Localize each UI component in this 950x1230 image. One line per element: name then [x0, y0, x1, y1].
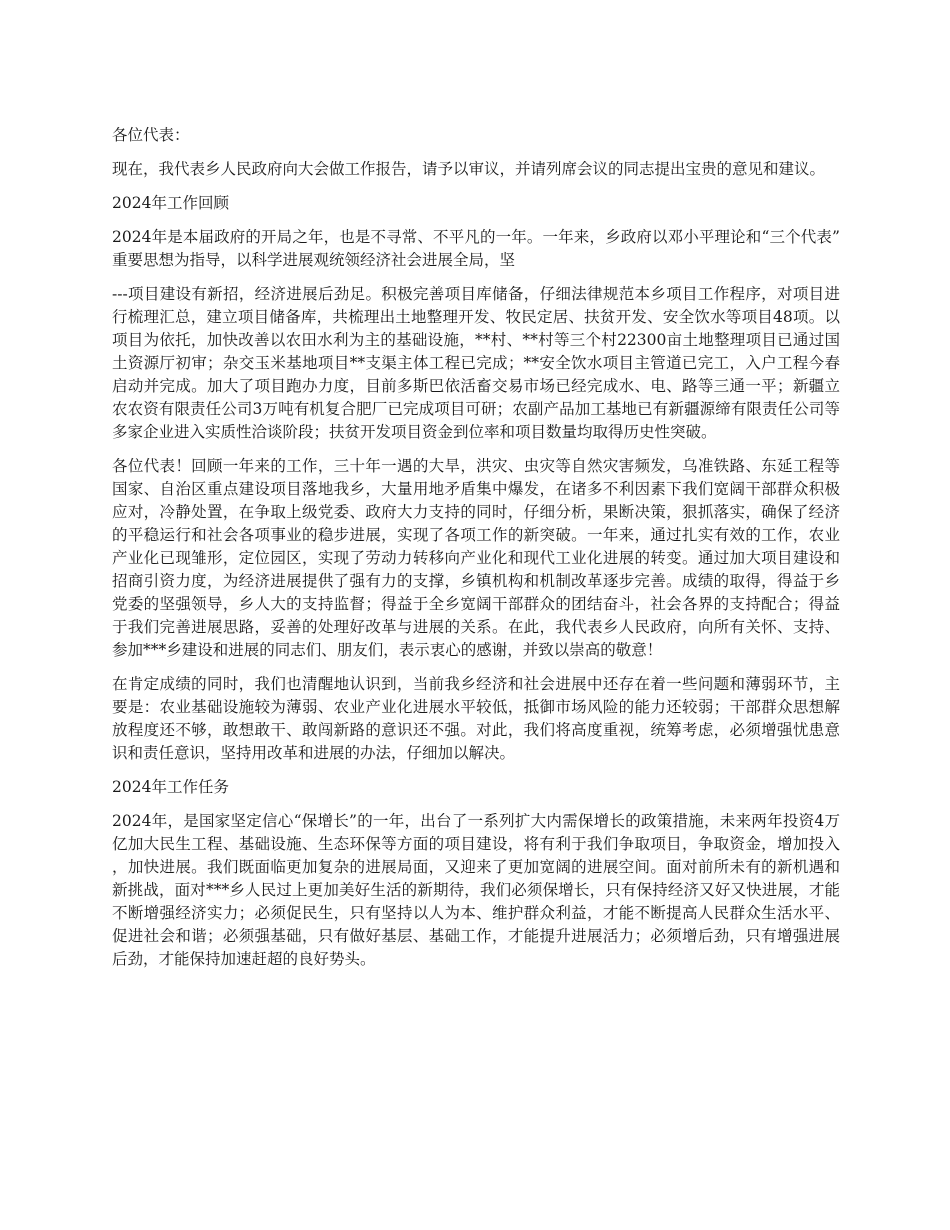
document-page: [112, 124, 840, 982]
section-heading-review: 2024年工作回顾: [112, 194, 229, 212]
project-construction-paragraph: ---项目建设有新招，经济进展后劲足。积极完善项目库储备，仔细法律规范本乡项目工作程序，对项目进行梳理汇总，建立项目储备库，共梳理出土地整理开发、牧民定居、扶贫开发、安全饮水等项目48项。以项目为依托，加快改善以农田水利为主的基础设施，**村、**村等三个村22300亩土地整理项目已通过国土资源厅初审；杂交玉米基地项目**支渠主体工程已完成；**安全饮水项目主管道已完工，入户工程今春启动并完成。加大了项目跑办力度，目前多斯巴依活畜交易市场已经完成水、电、路等三通一平；新疆立农农资有限责任公司3万吨有机复合肥厂已完成项目可研；农副产品加工基地已有新疆源缔有限责任公司等多家企业进入实质性洽谈阶段；扶贫开发项目资金到位率和项目数量均取得历史性突破。: [112, 285, 840, 441]
salutation: 各位代表：: [112, 126, 190, 144]
review-overview-paragraph: 2024年是本届政府的开局之年，也是不寻常、不平凡的一年。一年来，乡政府以邓小平理论和“三个代表”重要思想为指导，以科学进展观统领经济社会进展全局，坚: [112, 228, 840, 269]
intro-paragraph: 现在，我代表乡人民政府向大会做工作报告，请予以审议，并请列席会议的同志提出宝贵的意见和建议。: [112, 160, 826, 178]
problems-paragraph: 在肯定成绩的同时，我们也清醒地认识到，当前我乡经济和社会进展中还存在着一些问题和薄弱环节，主要是：农业基础设施较为薄弱、农业产业化进展水平较低，抵御市场风险的能力还较弱；干部群众思想解放程度还不够，敢想敢干、敢闯新路的意识还不强。对此，我们将高度重视，统筹考虑，必须增强忧患意识和责任意识，坚持用改革和进展的办法，仔细加以解决。: [112, 675, 840, 762]
section-heading-tasks: 2024年工作任务: [112, 778, 229, 796]
tasks-paragraph: 2024年，是国家坚定信心“保增长”的一年，出台了一系列扩大内需保增长的政策措施，未来两年投资4万亿加大民生工程、基础设施、生态环保等方面的项目建设，将有利于我们争取项目，争取资金，增加投入，加快进展。我们既面临更加复杂的进展局面，又迎来了更加宽阔的进展空间。面对前所未有的新机遇和新挑战，面对***乡人民过上更加美好生活的新期待，我们必须保增长，只有保持经济又好又快进展，才能不断增强经济实力；必须促民生，只有坚持以人为本、维护群众利益，才能不断提高人民群众生活水平、促进社会和谐；必须强基础，只有做好基层、基础工作，才能提升进展活力；必须增后劲，只有增强进展后劲，才能保持加速赶超的良好势头。: [112, 812, 840, 968]
achievements-paragraph: 各位代表！回顾一年来的工作，三十年一遇的大旱，洪灾、虫灾等自然灾害频发，乌准铁路、东延工程等国家、自治区重点建设项目落地我乡，大量用地矛盾集中爆发，在诸多不利因素下我们宽阔干部群众积极应对，冷静处置，在争取上级党委、政府大力支持的同时，仔细分析，果断决策，狠抓落实，确保了经济的平稳运行和社会各项事业的稳步进展，实现了各项工作的新突破。一年来，通过扎实有效的工作，农业产业化已现雏形，定位园区，实现了劳动力转移向产业化和现代工业化进展的转变。通过加大项目建设和招商引资力度，为经济进展提供了强有力的支撑，乡镇机构和机制改革逐步完善。成绩的取得，得益于乡党委的坚强领导，乡人大的支持监督；得益于全乡宽阔干部群众的团结奋斗，社会各界的支持配合；得益于我们完善进展思路，妥善的处理好改革与进展的关系。在此，我代表乡人民政府，向所有关怀、支持、参加***乡建设和进展的同志们、朋友们，表示衷心的感谢，并致以崇高的敬意！: [112, 457, 840, 659]
